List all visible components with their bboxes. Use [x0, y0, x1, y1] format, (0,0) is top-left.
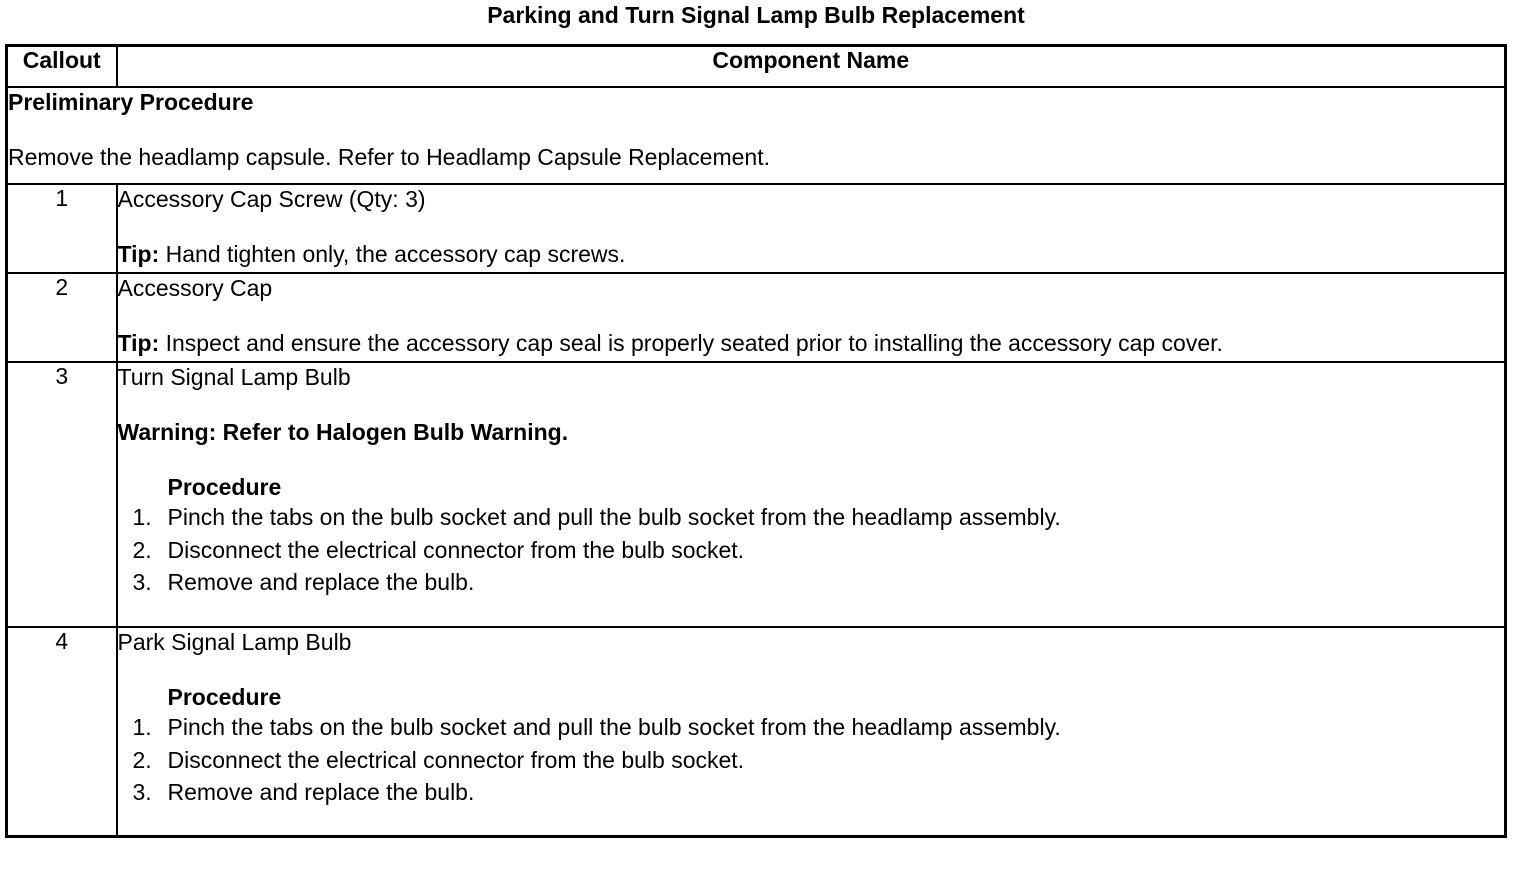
tip-body: Hand tighten only, the accessory cap screws.	[159, 241, 626, 267]
component-cell	[117, 627, 1506, 837]
procedure-steps	[118, 501, 1505, 599]
warning-text: Warning: Refer to Halogen Bulb Warning.	[117, 419, 569, 445]
tip-text	[118, 329, 1505, 357]
component-name-column-header: Component Name	[117, 46, 1506, 88]
callout-number: 2	[7, 273, 117, 362]
step-number: 3.	[132, 779, 152, 805]
table-row	[7, 273, 1506, 362]
procedure-table	[5, 44, 1507, 838]
step-number: 2.	[132, 746, 152, 773]
list-item	[118, 566, 1505, 599]
list-item	[118, 534, 1505, 567]
component-name: Accessory Cap Screw (Qty: 3)	[117, 186, 426, 212]
component-cell	[117, 184, 1506, 273]
table-row	[7, 362, 1506, 627]
callout-number: 4	[7, 627, 117, 837]
step-text: Disconnect the electrical connector from the bulb socket.	[167, 746, 745, 773]
preliminary-procedure-row	[7, 87, 1506, 184]
component-name: Turn Signal Lamp Bulb	[117, 364, 351, 390]
component-cell	[117, 362, 1506, 627]
component-name: Accessory Cap	[117, 275, 273, 301]
tip-body: Inspect and ensure the accessory cap seal is properly seated prior to installing the accessory cap cover.	[159, 330, 1223, 356]
callout-number: 3	[7, 362, 117, 627]
step-text: Remove and replace the bulb.	[167, 779, 475, 805]
table-row	[7, 184, 1506, 273]
list-item	[118, 501, 1505, 534]
procedure-steps	[118, 711, 1505, 809]
preliminary-procedure-text: Remove the headlamp capsule. Refer to Headlamp Capsule Replacement.	[8, 144, 770, 170]
table-header-row	[7, 46, 1506, 88]
preliminary-procedure-cell	[7, 87, 1506, 184]
list-item	[118, 711, 1505, 744]
step-text: Remove and replace the bulb.	[167, 569, 475, 595]
step-number: 3.	[132, 569, 152, 595]
tip-label: Tip:	[117, 241, 160, 267]
callout-number: 1	[7, 184, 117, 273]
component-cell	[117, 273, 1506, 362]
tip-text	[118, 240, 1505, 268]
tip-label: Tip:	[117, 330, 160, 356]
table-row	[7, 627, 1506, 837]
step-text: Disconnect the electrical connector from the bulb socket.	[167, 536, 745, 563]
step-text: Pinch the tabs on the bulb socket and pull the bulb socket from the headlamp assembly.	[167, 714, 1061, 740]
procedure-heading: Procedure	[167, 474, 282, 500]
list-item	[118, 776, 1505, 809]
step-number: 2.	[132, 536, 152, 563]
procedure-heading: Procedure	[167, 684, 282, 710]
callout-column-header: Callout	[7, 46, 117, 88]
step-number: 1.	[132, 714, 152, 740]
document-title: Parking and Turn Signal Lamp Bulb Replacement	[487, 2, 1025, 28]
component-name: Park Signal Lamp Bulb	[117, 629, 352, 655]
preliminary-procedure-title: Preliminary Procedure	[8, 89, 254, 115]
step-number: 1.	[132, 504, 152, 530]
step-text: Pinch the tabs on the bulb socket and pull the bulb socket from the headlamp assembly.	[167, 504, 1061, 530]
list-item	[118, 744, 1505, 777]
